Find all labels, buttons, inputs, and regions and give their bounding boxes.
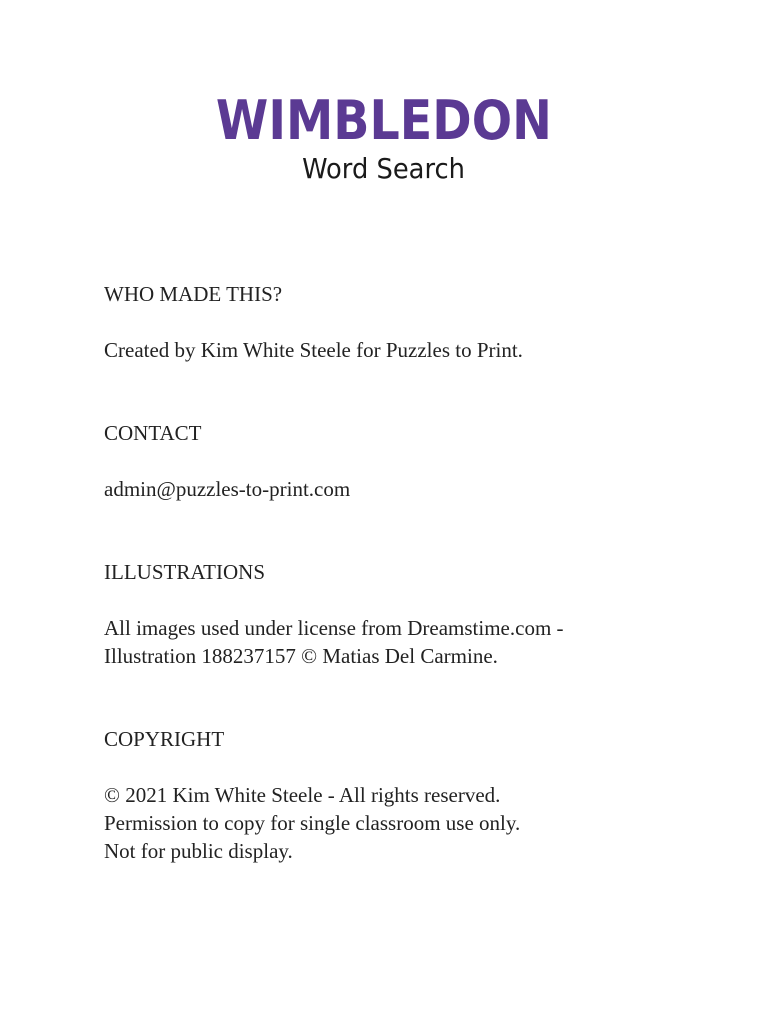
title-row — [0, 88, 768, 154]
section-heading: COPYRIGHT — [104, 727, 225, 751]
section-text: Illustration 188237157 © Matias Del Carmine. — [104, 644, 498, 668]
section-text: Not for public display. — [104, 839, 293, 863]
section-heading: WHO MADE THIS? — [104, 282, 283, 306]
section-contact — [104, 419, 704, 503]
title-block — [0, 88, 768, 186]
page-title: WIMBLEDON — [216, 89, 552, 152]
section-text: Permission to copy for single classroom use only. — [104, 811, 521, 835]
section-illustrations — [104, 558, 704, 670]
section-heading: CONTACT — [104, 421, 202, 445]
section-who-made-this — [104, 280, 704, 364]
section-text: © 2021 Kim White Steele - All rights reserved. — [104, 783, 501, 807]
page-subtitle: Word Search — [302, 152, 466, 185]
section-text: All images used under license from Dreamstime.com - — [104, 616, 564, 640]
contact-email: admin@puzzles-to-print.com — [104, 477, 351, 501]
subtitle-row — [0, 154, 768, 186]
section-text: Created by Kim White Steele for Puzzles to Print. — [104, 338, 523, 362]
section-heading: ILLUSTRATIONS — [104, 560, 265, 584]
credits-content — [104, 280, 704, 865]
section-copyright — [104, 725, 704, 865]
